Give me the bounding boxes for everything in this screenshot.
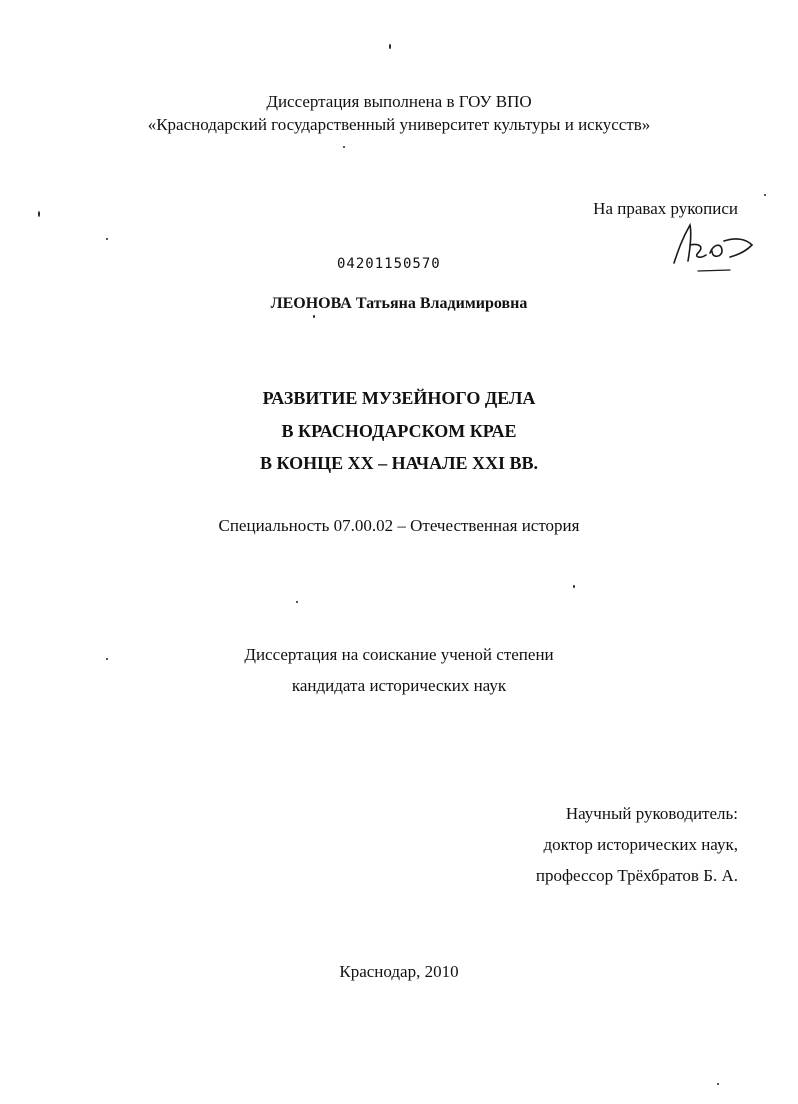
manuscript-rights-label: На правах рукописи xyxy=(593,199,738,218)
institution-line-1: Диссертация выполнена в ГОУ ВПО xyxy=(266,92,532,111)
catalog-number: 04201150570 xyxy=(337,256,441,272)
degree-line-2: кандидата исторических наук xyxy=(291,676,507,695)
scan-speck xyxy=(313,315,315,318)
supervisor-name: профессор Трёхбратов Б. А. xyxy=(535,866,738,885)
signature-mark xyxy=(660,215,770,277)
author-name: ЛЕОНОВА Татьяна Владимировна xyxy=(270,295,528,312)
title-line-1: РАЗВИТИЕ МУЗЕЙНОГО ДЕЛА xyxy=(262,388,536,408)
title-line-3: В КОНЦЕ XX – НАЧАЛЕ XXI ВВ. xyxy=(259,453,539,473)
scan-speck xyxy=(38,211,40,217)
supervisor-degree: доктор исторических наук, xyxy=(543,835,738,854)
specialty-line: Специальность 07.00.02 – Отечественная история xyxy=(218,516,580,535)
supervisor-label: Научный руководитель: xyxy=(565,804,738,823)
scan-speck xyxy=(106,658,108,660)
scan-speck xyxy=(573,585,575,588)
title-line-2: В КРАСНОДАРСКОМ КРАЕ xyxy=(281,421,517,441)
degree-line-1: Диссертация на соискание ученой степени xyxy=(244,645,554,664)
scan-speck xyxy=(106,238,108,240)
scan-speck xyxy=(296,601,298,603)
scan-speck xyxy=(764,194,766,196)
city-year: Краснодар, 2010 xyxy=(339,962,459,981)
scan-speck xyxy=(343,146,345,148)
scan-speck xyxy=(389,44,391,49)
scan-speck xyxy=(717,1083,719,1085)
institution-line-2: «Краснодарский государственный университет культуры и искусств» xyxy=(147,115,651,134)
